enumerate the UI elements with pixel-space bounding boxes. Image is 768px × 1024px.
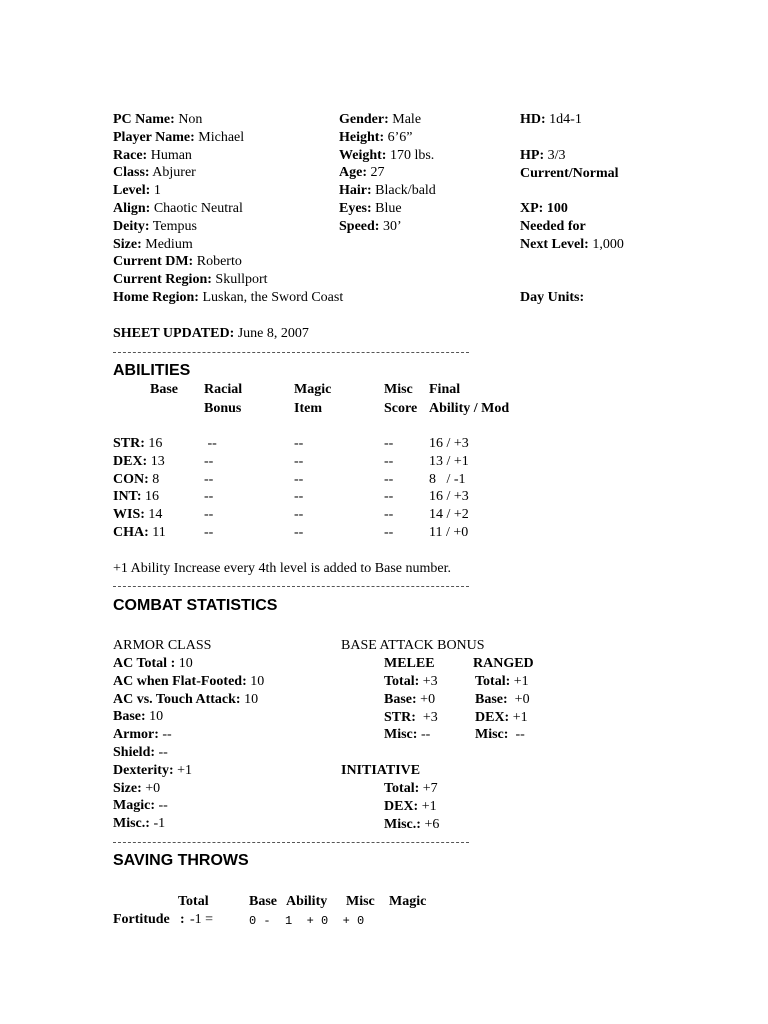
melee-field bbox=[384, 726, 430, 744]
melee-field-label: Misc: bbox=[384, 727, 418, 743]
identity-field-label: Current Region: bbox=[113, 272, 212, 288]
sheet-updated: SHEET UPDATED: June 8, 2007 bbox=[113, 326, 309, 341]
appearance-field bbox=[339, 111, 421, 129]
col-final: Final bbox=[429, 382, 461, 397]
ac-field bbox=[113, 655, 193, 673]
ability-label: CON: bbox=[113, 471, 149, 487]
ability-final: 8 / -1 bbox=[429, 471, 466, 487]
ac-field-label: Size: bbox=[113, 780, 142, 796]
ranged-field-label: Total: bbox=[475, 674, 511, 689]
identity-field bbox=[113, 200, 243, 218]
identity-field-value: Luskan, the Sword Coast bbox=[202, 290, 344, 305]
ac-field-value: +1 bbox=[177, 762, 193, 778]
initiative-field-label: Misc.: bbox=[384, 816, 421, 832]
identity-field-value: Roberto bbox=[196, 254, 242, 270]
melee-field-value: +3 bbox=[422, 674, 438, 689]
ac-field-value: 10 bbox=[178, 656, 193, 671]
identity-field-label: Deity: bbox=[113, 218, 150, 234]
ability-misc: -- bbox=[384, 507, 394, 523]
ability-final: 16 / +3 bbox=[429, 489, 469, 505]
ac-field-value: 10 bbox=[244, 691, 259, 707]
ability-magic: -- bbox=[294, 489, 304, 505]
ability-racial: -- bbox=[204, 525, 214, 540]
ability-row bbox=[113, 506, 162, 524]
ac-field bbox=[113, 762, 192, 780]
ability-label: DEX: bbox=[113, 453, 148, 469]
ability-magic: -- bbox=[294, 471, 304, 487]
melee-field-label: Base: bbox=[384, 691, 417, 707]
appearance-field-value: Black/bald bbox=[375, 183, 436, 199]
identity-field-label: Home Region: bbox=[113, 290, 199, 305]
identity-field bbox=[113, 271, 268, 289]
saves-heading: SAVING THROWS bbox=[113, 852, 249, 869]
armor-class-heading: ARMOR CLASS bbox=[113, 638, 212, 653]
ability-base: 14 bbox=[148, 507, 163, 523]
hd-field: HD: 1d4-1 bbox=[520, 112, 582, 127]
col-item: Item bbox=[294, 401, 322, 416]
ac-field bbox=[113, 780, 160, 798]
ranged-field bbox=[475, 726, 525, 744]
melee-field-value: -- bbox=[420, 727, 431, 743]
appearance-field bbox=[339, 129, 413, 147]
ac-field-value: +0 bbox=[145, 780, 161, 796]
ability-magic: -- bbox=[294, 453, 304, 469]
col-bonus: Bonus bbox=[204, 401, 242, 416]
appearance-field bbox=[339, 164, 385, 182]
appearance-field bbox=[339, 218, 402, 236]
identity-field-label: Size: bbox=[113, 236, 142, 252]
hp-field: HP: 3/3 bbox=[520, 148, 566, 163]
day-units-label: Day Units: bbox=[520, 290, 585, 305]
appearance-field-label: Speed: bbox=[339, 218, 380, 234]
ac-field-label: AC vs. Touch Attack: bbox=[113, 691, 241, 707]
ability-misc: -- bbox=[384, 489, 394, 505]
appearance-field-label: Height: bbox=[339, 129, 385, 145]
melee-field bbox=[384, 673, 438, 691]
identity-field-label: Class: bbox=[113, 165, 150, 181]
ability-racial: -- bbox=[204, 471, 214, 487]
melee-field-value: +0 bbox=[420, 691, 436, 707]
ability-misc: -- bbox=[384, 453, 394, 469]
ability-row bbox=[113, 435, 162, 453]
ability-magic: -- bbox=[294, 525, 304, 540]
ac-field-label: AC when Flat-Footed: bbox=[113, 673, 247, 689]
identity-field-value: Chaotic Neutral bbox=[153, 201, 243, 216]
ability-misc: -- bbox=[384, 436, 394, 451]
identity-field bbox=[113, 147, 192, 165]
appearance-field-label: Gender: bbox=[339, 112, 389, 127]
identity-field-value: Non bbox=[178, 112, 203, 127]
identity-field-label: Align: bbox=[113, 201, 151, 216]
appearance-field-value: 170 lbs. bbox=[389, 147, 435, 163]
ability-magic: -- bbox=[294, 507, 304, 523]
identity-field-value: 1 bbox=[153, 183, 161, 199]
divider bbox=[113, 842, 469, 843]
ac-field bbox=[113, 726, 172, 744]
identity-field bbox=[113, 111, 202, 129]
ac-field-label: Dexterity: bbox=[113, 762, 174, 778]
initiative-field-label: DEX: bbox=[384, 798, 419, 814]
ability-racial: -- bbox=[204, 507, 214, 523]
col-total: Total bbox=[178, 894, 209, 909]
initiative-field bbox=[384, 780, 438, 798]
ability-row bbox=[113, 524, 166, 542]
appearance-field-label: Hair: bbox=[339, 183, 372, 199]
ac-field-label: Armor: bbox=[113, 727, 159, 743]
appearance-field-value: 27 bbox=[370, 165, 385, 181]
appearance-field bbox=[339, 200, 402, 218]
identity-field-value: Michael bbox=[198, 129, 245, 145]
melee-field-label: Total: bbox=[384, 674, 420, 689]
identity-field-label: PC Name: bbox=[113, 112, 175, 127]
ability-final: 14 / +2 bbox=[429, 507, 469, 523]
appearance-field bbox=[339, 182, 436, 200]
ac-field bbox=[113, 673, 264, 691]
fortitude-formula: 0 - 1 + 0 + 0 bbox=[249, 914, 365, 928]
initiative-field-value: +7 bbox=[422, 781, 438, 796]
identity-field bbox=[113, 164, 196, 182]
ac-field-value: -- bbox=[162, 727, 172, 743]
initiative-field bbox=[384, 798, 437, 816]
ranged-field-label: Base: bbox=[475, 691, 508, 707]
ability-row bbox=[113, 488, 159, 506]
ac-field-label: AC Total : bbox=[113, 656, 176, 671]
ac-field-label: Base: bbox=[113, 709, 146, 725]
col-score: Score bbox=[384, 401, 418, 416]
identity-field-label: Player Name: bbox=[113, 129, 195, 145]
divider bbox=[113, 586, 469, 587]
combat-heading: COMBAT STATISTICS bbox=[113, 597, 278, 614]
ability-racial: -- bbox=[204, 453, 214, 469]
initiative-field-value: +1 bbox=[421, 798, 437, 814]
initiative-heading: INITIATIVE bbox=[341, 763, 421, 778]
ac-field-label: Misc.: bbox=[113, 816, 150, 832]
melee-field-value: +3 bbox=[419, 709, 438, 725]
identity-field bbox=[113, 129, 244, 147]
fortitude-sep: : bbox=[180, 912, 185, 927]
identity-field-value: Tempus bbox=[152, 218, 197, 234]
ranged-field-label: DEX: bbox=[475, 709, 510, 725]
ac-field-value: 10 bbox=[250, 673, 265, 689]
melee-heading: MELEE bbox=[384, 656, 435, 671]
ability-final: 16 / +3 bbox=[429, 436, 469, 451]
ac-field bbox=[113, 744, 168, 762]
hp-subtitle: Current/Normal bbox=[520, 166, 619, 181]
divider bbox=[113, 352, 469, 353]
abilities-heading: ABILITIES bbox=[113, 362, 191, 379]
ability-row bbox=[113, 453, 165, 471]
ranged-field bbox=[475, 673, 529, 691]
identity-field-value: Human bbox=[150, 147, 192, 163]
ac-field-value: -- bbox=[158, 745, 168, 760]
ability-base: 16 bbox=[148, 436, 163, 451]
identity-field-value: Abjurer bbox=[152, 165, 196, 181]
ability-racial: -- bbox=[204, 436, 217, 451]
ac-field bbox=[113, 691, 258, 709]
appearance-field-value: 6’6” bbox=[387, 129, 413, 145]
identity-field-label: Race: bbox=[113, 147, 148, 163]
ranged-field bbox=[475, 709, 528, 727]
appearance-field-label: Age: bbox=[339, 165, 367, 181]
appearance-field bbox=[339, 147, 434, 165]
melee-field bbox=[384, 709, 438, 727]
initiative-field bbox=[384, 816, 439, 834]
ability-label: STR: bbox=[113, 436, 145, 451]
appearance-field-label: Eyes: bbox=[339, 201, 372, 216]
col-base: Base bbox=[249, 894, 277, 909]
identity-field bbox=[113, 182, 161, 200]
ranged-field bbox=[475, 691, 530, 709]
identity-field-value: Medium bbox=[145, 236, 193, 252]
ac-field-label: Magic: bbox=[113, 798, 155, 814]
ac-field-value: -1 bbox=[153, 816, 166, 832]
ability-magic: -- bbox=[294, 436, 304, 451]
col-magic: Magic bbox=[389, 894, 427, 909]
fortitude-total: -1 = bbox=[190, 912, 214, 927]
col-ability-mod: Ability / Mod bbox=[429, 401, 510, 416]
ability-label: INT: bbox=[113, 489, 142, 505]
col-misc: Misc bbox=[384, 382, 413, 397]
ability-racial: -- bbox=[204, 489, 214, 505]
identity-field bbox=[113, 253, 242, 271]
ranged-field-value: +1 bbox=[512, 709, 528, 725]
ability-note: +1 Ability Increase every 4th level is added to Base number. bbox=[113, 561, 451, 576]
ability-base: 8 bbox=[152, 471, 160, 487]
initiative-field-value: +6 bbox=[424, 816, 440, 832]
identity-field-label: Level: bbox=[113, 183, 151, 199]
ac-field bbox=[113, 708, 163, 726]
ability-base: 13 bbox=[150, 453, 165, 469]
col-base: Base bbox=[150, 382, 178, 397]
appearance-field-label: Weight: bbox=[339, 147, 387, 163]
melee-field bbox=[384, 691, 435, 709]
needed-for-label: Needed for bbox=[520, 219, 586, 234]
col-racial: Racial bbox=[204, 382, 243, 397]
identity-field bbox=[113, 236, 193, 254]
ac-field bbox=[113, 797, 168, 815]
appearance-field-value: Male bbox=[392, 112, 422, 127]
ac-field-value: 10 bbox=[149, 709, 164, 725]
identity-field bbox=[113, 289, 343, 307]
bab-heading: BASE ATTACK BONUS bbox=[341, 638, 485, 653]
ac-field-label: Shield: bbox=[113, 745, 156, 760]
ranged-field-value: +1 bbox=[513, 674, 529, 689]
identity-field-value: Skullport bbox=[215, 272, 268, 288]
ability-final: 11 / +0 bbox=[429, 525, 469, 540]
xp-field: XP: 100 bbox=[520, 201, 568, 216]
ranged-field-value: -- bbox=[511, 727, 525, 743]
identity-field bbox=[113, 218, 197, 236]
ability-final: 13 / +1 bbox=[429, 453, 469, 469]
col-misc: Misc bbox=[346, 894, 375, 909]
initiative-field-label: Total: bbox=[384, 781, 420, 796]
appearance-field-value: Blue bbox=[375, 201, 402, 216]
ac-field bbox=[113, 815, 165, 833]
ability-label: WIS: bbox=[113, 507, 145, 523]
ranged-heading: RANGED bbox=[473, 656, 534, 671]
col-magic: Magic bbox=[294, 382, 332, 397]
identity-field-label: Current DM: bbox=[113, 254, 194, 270]
ability-label: CHA: bbox=[113, 525, 149, 540]
ability-row bbox=[113, 471, 159, 489]
appearance-field-value: 30’ bbox=[382, 218, 402, 234]
melee-field-label: STR: bbox=[384, 709, 416, 725]
ability-misc: -- bbox=[384, 471, 394, 487]
ac-field-value: -- bbox=[158, 798, 168, 814]
ranged-field-label: Misc: bbox=[475, 727, 509, 743]
ability-misc: -- bbox=[384, 525, 394, 540]
ability-base: 16 bbox=[145, 489, 160, 505]
next-level-field: Next Level: 1,000 bbox=[520, 237, 624, 252]
fortitude-label: Fortitude bbox=[113, 912, 170, 927]
ability-base: 11 bbox=[152, 525, 166, 540]
ranged-field-value: +0 bbox=[511, 691, 530, 707]
col-ability: Ability bbox=[286, 894, 328, 909]
